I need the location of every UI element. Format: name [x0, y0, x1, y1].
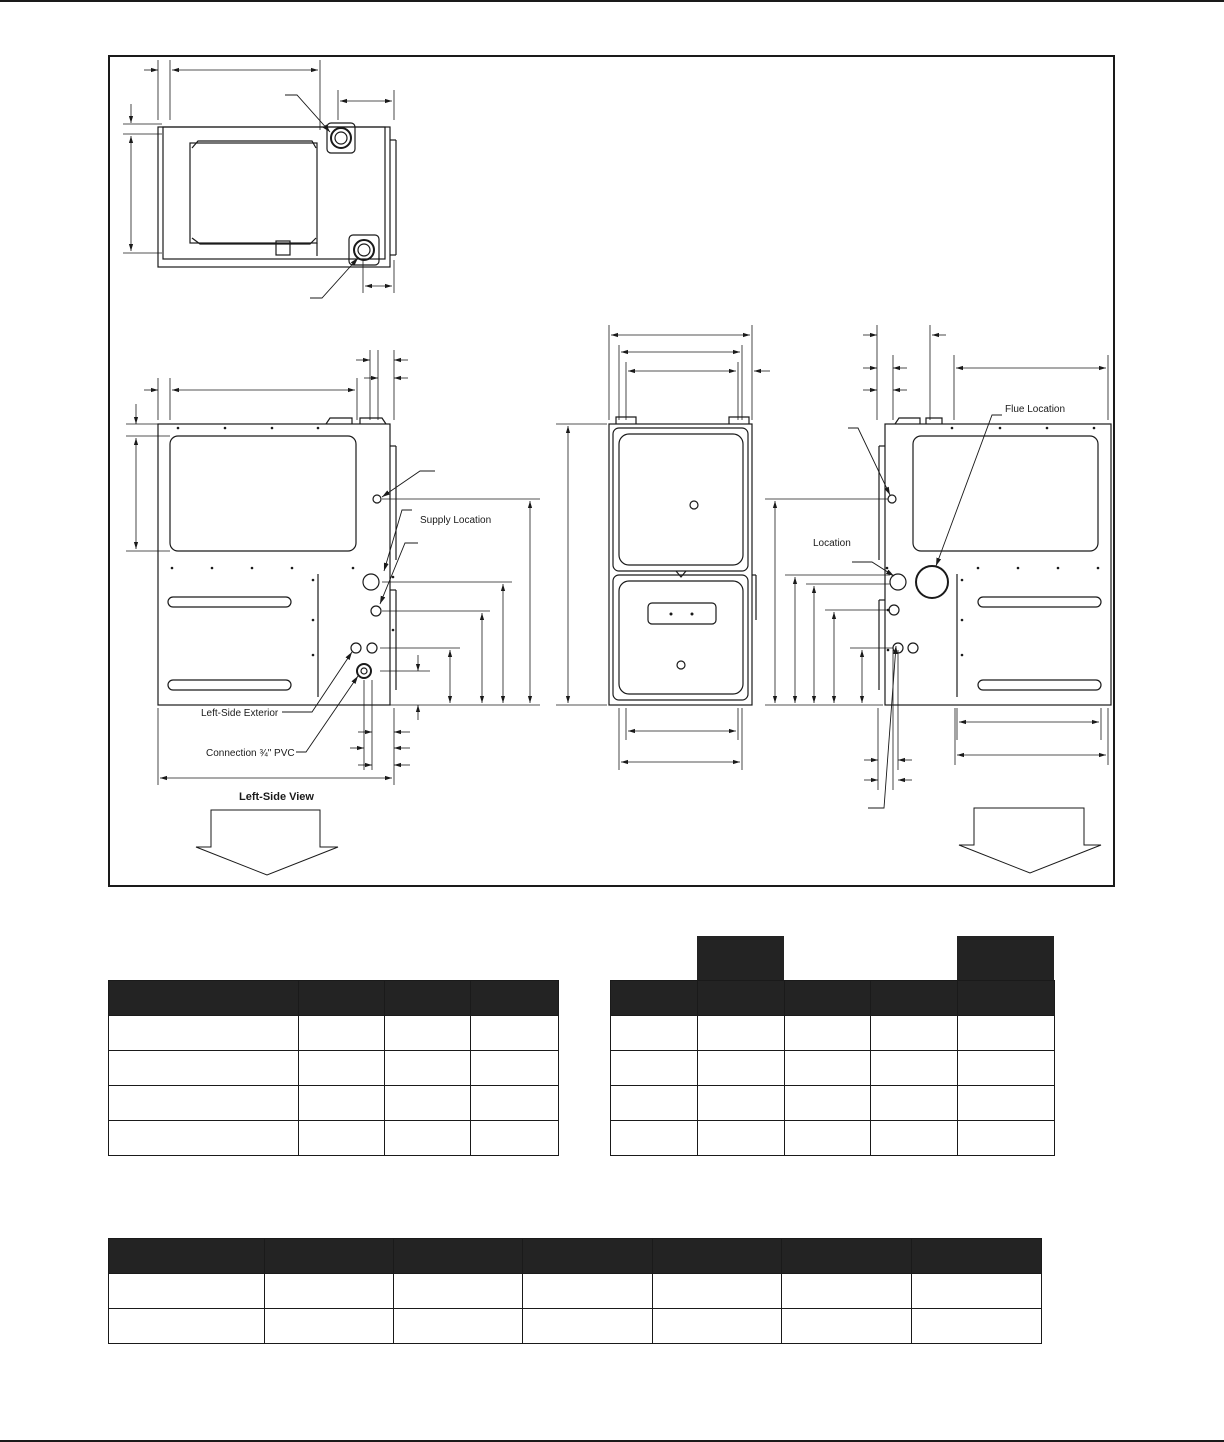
bottom-table-header-cell	[653, 1239, 782, 1274]
right-table-cell	[958, 1016, 1055, 1051]
right-table-cell	[698, 1016, 785, 1051]
left-table-cell	[471, 1121, 559, 1156]
right-table-cell	[611, 1086, 698, 1121]
connection-pvc-label: Connection ¾" PVC	[206, 748, 295, 759]
left-table-header-cell	[385, 981, 471, 1016]
left-table-cell	[299, 1016, 385, 1051]
bottom-table-cell	[265, 1274, 394, 1309]
bottom-table-cell	[782, 1274, 912, 1309]
right-table-cell	[698, 1086, 785, 1121]
right-table-cell	[785, 1121, 871, 1156]
left-table-cell	[471, 1051, 559, 1086]
left-table-cell	[471, 1086, 559, 1121]
flue-location-label: Flue Location	[1005, 404, 1066, 415]
bottom-table-cell	[653, 1274, 782, 1309]
left-table-row	[109, 1121, 559, 1156]
left-side-exterior-label: Left-Side Exterior	[201, 708, 279, 719]
header-tab-1	[697, 936, 784, 980]
bottom-table-cell	[523, 1309, 653, 1344]
right-side-dots	[886, 427, 1100, 657]
right-table-header-row	[611, 981, 1055, 1016]
left-table-cell	[299, 1086, 385, 1121]
bottom-table-header-cell	[109, 1239, 265, 1274]
bottom-table-cell	[523, 1274, 653, 1309]
right-table-header-cell	[785, 981, 871, 1016]
right-table-cell	[958, 1051, 1055, 1086]
bottom-table-cell	[394, 1274, 523, 1309]
left-table-cell	[109, 1121, 299, 1156]
right-table-cell	[958, 1086, 1055, 1121]
front-dots	[670, 613, 694, 616]
left-table-header-cell	[109, 981, 299, 1016]
dimensions-table-bottom	[108, 1238, 1042, 1344]
right-table-cell	[698, 1121, 785, 1156]
bottom-table-row	[109, 1309, 1042, 1344]
left-table-cell	[109, 1016, 299, 1051]
bottom-table-cell	[394, 1309, 523, 1344]
right-table-cell	[611, 1051, 698, 1086]
bottom-table-header-cell	[394, 1239, 523, 1274]
left-table-header-row	[109, 981, 559, 1016]
left-table-row	[109, 1086, 559, 1121]
right-table-cell	[871, 1016, 958, 1051]
right-table-row	[611, 1121, 1055, 1156]
right-table-cell	[698, 1051, 785, 1086]
left-table-header-cell	[471, 981, 559, 1016]
right-table-cell	[871, 1121, 958, 1156]
right-table-cell	[785, 1051, 871, 1086]
bottom-table-header-cell	[523, 1239, 653, 1274]
bottom-table-cell	[912, 1274, 1042, 1309]
right-table-cell	[785, 1086, 871, 1121]
bottom-table-cell	[782, 1309, 912, 1344]
right-table-header-cell	[698, 981, 785, 1016]
left-table-cell	[385, 1121, 471, 1156]
left-table-cell	[385, 1086, 471, 1121]
top-view	[123, 60, 396, 298]
bottom-table-header-cell	[265, 1239, 394, 1274]
bottom-table-header-cell	[782, 1239, 912, 1274]
location-label: Location	[813, 538, 851, 549]
left-table-cell	[299, 1051, 385, 1086]
bottom-table-cell	[912, 1309, 1042, 1344]
dimensions-table-left	[108, 980, 559, 1156]
left-side-dots	[171, 427, 395, 657]
header-tab-2	[957, 936, 1054, 980]
left-table-cell	[385, 1016, 471, 1051]
right-table-row	[611, 1016, 1055, 1051]
right-table-header-cell	[958, 981, 1055, 1016]
bottom-table-cell	[653, 1309, 782, 1344]
right-table-cell	[958, 1121, 1055, 1156]
left-table-cell	[109, 1086, 299, 1121]
bottom-table-header-cell	[912, 1239, 1042, 1274]
right-table-row	[611, 1086, 1055, 1121]
right-table-row	[611, 1051, 1055, 1086]
left-table-cell	[109, 1051, 299, 1086]
left-side-view-label: Left-Side View	[239, 791, 314, 803]
bottom-table-cell	[109, 1274, 265, 1309]
right-table-header-cell	[871, 981, 958, 1016]
left-table-cell	[471, 1016, 559, 1051]
bottom-table-header-row	[109, 1239, 1042, 1274]
dimensions-table-right	[610, 980, 1055, 1156]
right-table-cell	[611, 1016, 698, 1051]
left-table-row	[109, 1051, 559, 1086]
bottom-table-cell	[109, 1309, 265, 1344]
bottom-table-row	[109, 1274, 1042, 1309]
left-side-view	[126, 350, 540, 875]
front-view	[556, 325, 770, 770]
right-table-cell	[785, 1016, 871, 1051]
left-table-row	[109, 1016, 559, 1051]
right-table-cell	[611, 1121, 698, 1156]
supply-location-label: Supply Location	[420, 515, 492, 526]
left-table-cell	[299, 1121, 385, 1156]
right-table-cell	[871, 1051, 958, 1086]
right-table-header-cell	[611, 981, 698, 1016]
left-table-header-cell	[299, 981, 385, 1016]
left-table-cell	[385, 1051, 471, 1086]
right-table-cell	[871, 1086, 958, 1121]
bottom-table-cell	[265, 1309, 394, 1344]
